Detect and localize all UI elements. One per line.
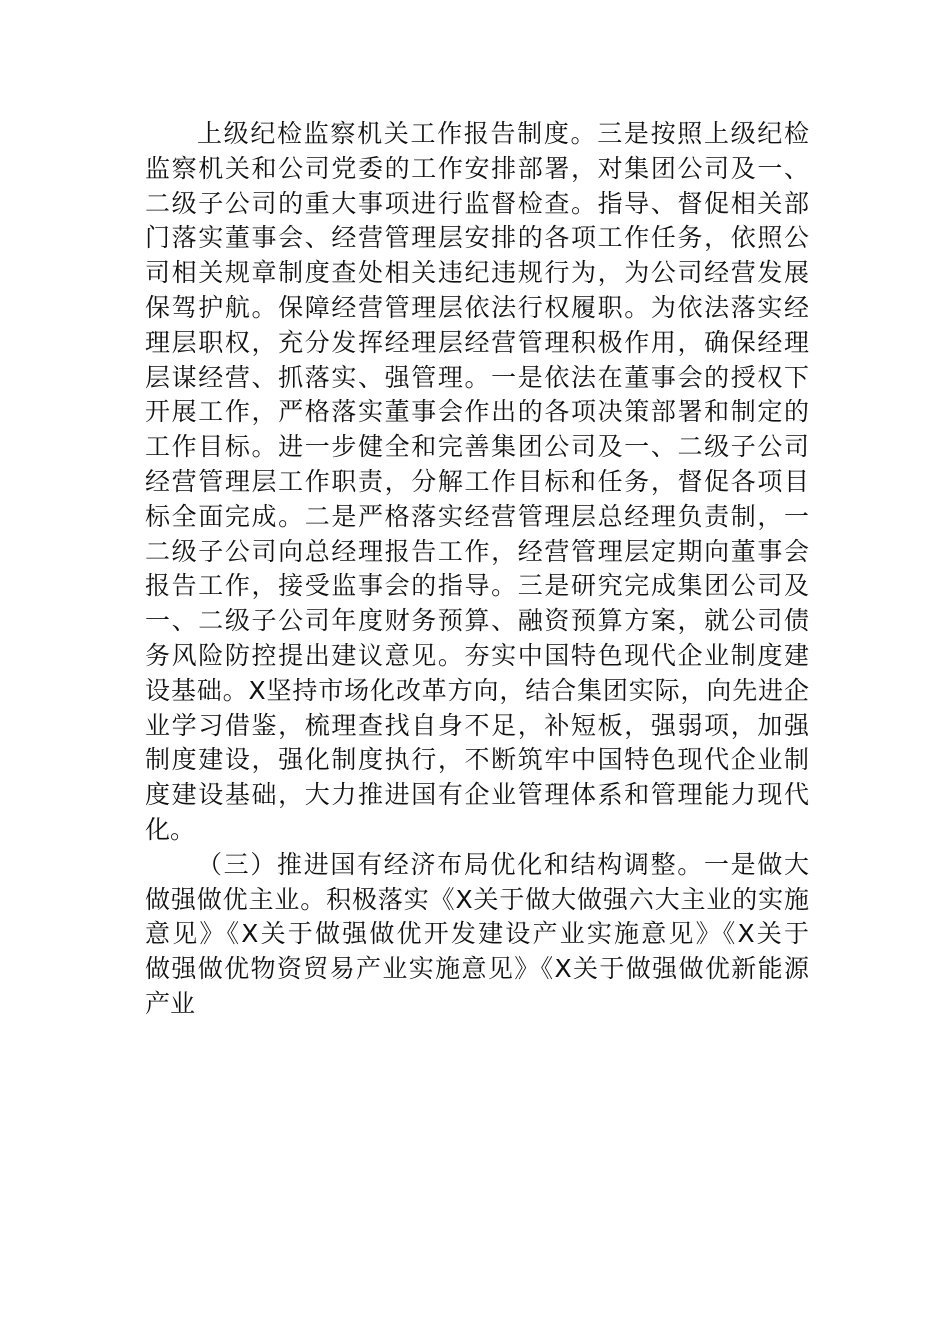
text-line: 开展工作，严格落实董事会作出的各项决策部署和制定的	[145, 397, 809, 427]
text-line: 标全面完成。二是严格落实经营管理层总经理负责制，一	[145, 501, 809, 531]
document-body	[145, 117, 809, 1022]
text-line: 意见》《X关于做强做优开发建设产业实施意见》《X关于	[145, 919, 809, 949]
text-line: 化。	[145, 814, 196, 844]
text-line: 二级子公司向总经理报告工作，经营管理层定期向董事会	[145, 536, 809, 566]
text-line: 层谋经营、抓落实、强管理。一是依法在董事会的授权下	[145, 362, 809, 392]
paragraph-1	[145, 117, 809, 848]
text-line: 做强做优物资贸易产业实施意见》《X关于做强做优新能源	[145, 954, 809, 984]
text-line: 度建设基础，大力推进国有企业管理体系和管理能力现代	[145, 780, 809, 810]
text-line: 司相关规章制度查处相关违纪违规行为，为公司经营发展	[145, 258, 809, 288]
text-line: 设基础。X坚持市场化改革方向，结合集团实际，向先进企	[145, 675, 809, 705]
text-line: 制度建设，强化制度执行，不断筑牢中国特色现代企业制	[145, 745, 809, 775]
text-line: 经营管理层工作职责，分解工作目标和任务，督促各项目	[145, 466, 809, 496]
text-line: 报告工作，接受监事会的指导。三是研究完成集团公司及	[145, 571, 809, 601]
text-line: 工作目标。进一步健全和完善集团公司及一、二级子公司	[145, 432, 809, 462]
paragraph-2	[145, 848, 809, 1022]
text-line: 门落实董事会、经营管理层安排的各项工作任务，依照公	[145, 223, 809, 253]
text-line: 做强做优主业。积极落实《X关于做大做强六大主业的实施	[145, 884, 809, 914]
text-line: （三）推进国有经济布局优化和结构调整。一是做大	[197, 849, 809, 879]
text-line: 务风险防控提出建议意见。夯实中国特色现代企业制度建	[145, 640, 809, 670]
text-line: 保驾护航。保障经营管理层依法行权履职。为依法落实经	[145, 292, 809, 322]
text-line: 理层职权，充分发挥经理层经营管理积极作用，确保经理	[145, 327, 809, 357]
text-line: 产业	[145, 988, 196, 1018]
text-line: 监察机关和公司党委的工作安排部署，对集团公司及一、	[145, 153, 809, 183]
text-line: 二级子公司的重大事项进行监督检查。指导、督促相关部	[145, 188, 809, 218]
text-line: 一、二级子公司年度财务预算、融资预算方案，就公司债	[145, 606, 809, 636]
text-line: 业学习借鉴，梳理查找自身不足，补短板，强弱项，加强	[145, 710, 809, 740]
text-line: 上级纪检监察机关工作报告制度。三是按照上级纪检	[197, 119, 809, 148]
